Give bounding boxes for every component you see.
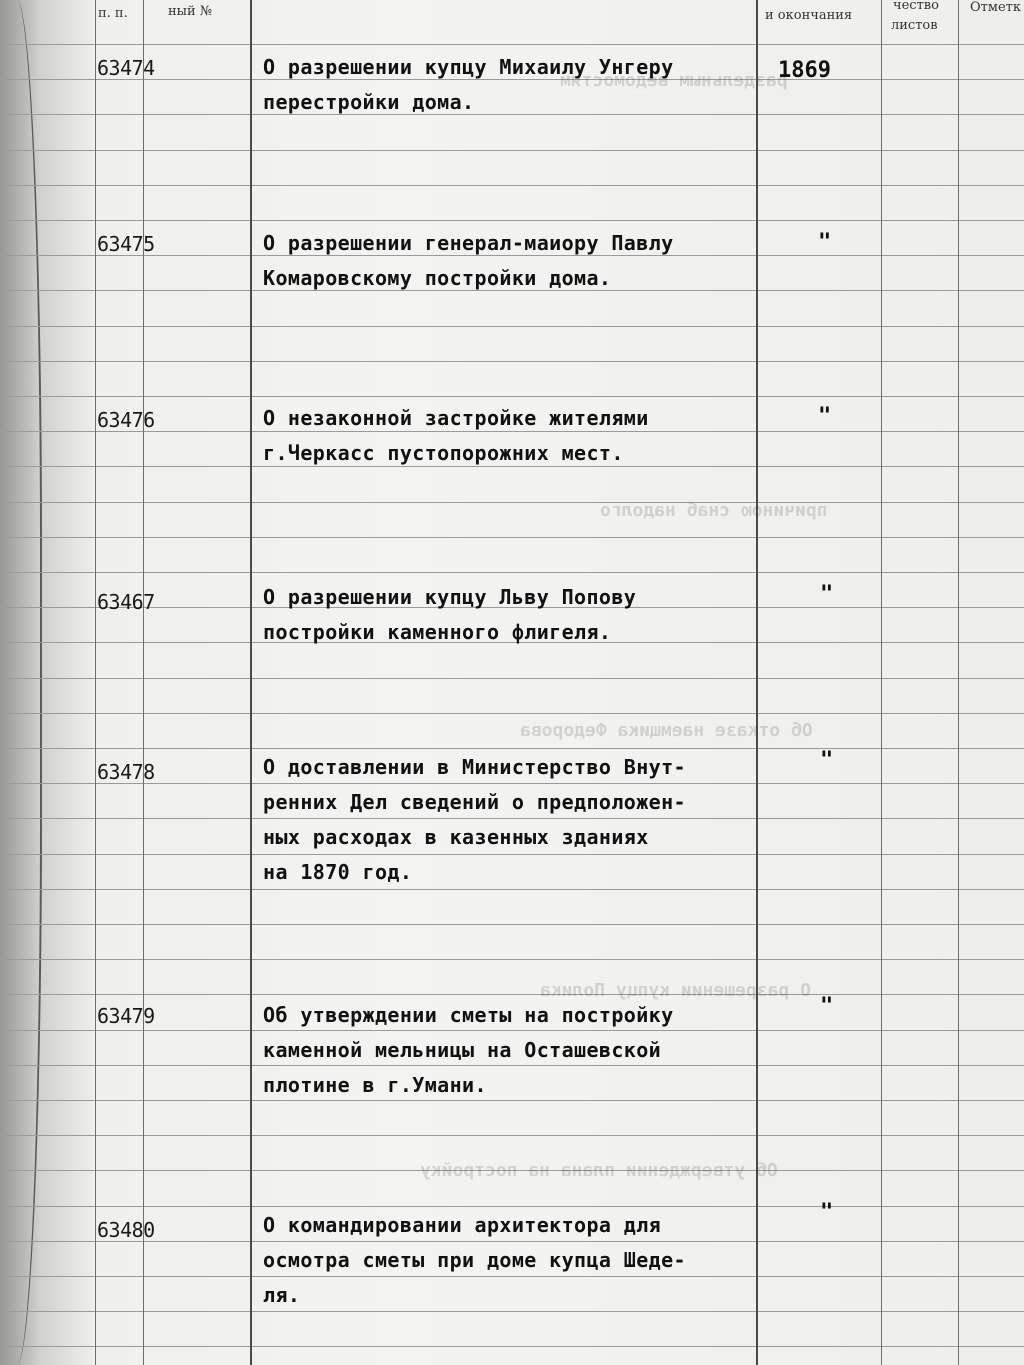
entry-date-ditto: " <box>820 748 834 773</box>
entry-title: О разрешении купцу Льву Попову постройки каменного флигеля. <box>263 585 637 644</box>
entry-title: О разрешении генерал-маиору Павлу Комаровскому постройки дома. <box>263 231 674 290</box>
entry-title: Об утверждении сметы на постройку каменной мельницы на Осташевской плотине в г.Умани. <box>263 1003 674 1097</box>
bleed-through-text: причиною снаб надолго <box>600 500 828 521</box>
ruled-line <box>0 44 1024 45</box>
ruled-line <box>0 326 1024 327</box>
ruled-line <box>0 959 1024 960</box>
entry-number: 63467 <box>97 590 155 614</box>
entry-date-ditto: " <box>818 404 832 429</box>
bleed-through-text: О разрешении купцу Полика <box>540 980 811 1001</box>
column-divider-title <box>250 0 252 1365</box>
entry-number: 63474 <box>97 56 155 80</box>
page-edge-curve <box>0 0 42 1365</box>
ruled-line <box>0 994 1024 995</box>
entry-title: О разрешении купцу Михаилу Унгеру перестройки дома. <box>263 55 674 114</box>
column-divider-inv <box>143 0 144 1365</box>
entry-number: 63476 <box>97 408 155 432</box>
column-divider-notes <box>958 0 959 1365</box>
entry-date-ditto: " <box>820 582 834 607</box>
entry-number: 63480 <box>97 1218 155 1242</box>
entry-number: 63478 <box>97 760 155 784</box>
ruled-line <box>0 537 1024 538</box>
ruled-line <box>0 150 1024 151</box>
bleed-through-text: Об утверждении плана на постройку <box>420 1160 778 1181</box>
header-sheets-line1: чество <box>893 0 939 13</box>
column-divider-num <box>95 0 96 1365</box>
ruled-line <box>0 748 1024 749</box>
ruled-line <box>0 924 1024 925</box>
entry-number: 63475 <box>97 232 155 256</box>
entry-title: О командировании архитектора для осмотра сметы при доме купца Шеде- ля. <box>263 1213 686 1307</box>
header-dates: и окончания <box>765 8 853 23</box>
ruled-line <box>0 502 1024 503</box>
entry-title: О незаконной застройке жителями г.Черкасс пустопорожних мест. <box>263 406 649 465</box>
header-notes: Отметк <box>970 0 1021 15</box>
ruled-line <box>0 396 1024 397</box>
bleed-through-text: Об отказе наемщика Федорова <box>520 720 813 741</box>
ruled-line <box>0 713 1024 714</box>
ruled-line <box>0 185 1024 186</box>
header-sheets-line2: листов <box>891 18 938 33</box>
ruled-line <box>0 572 1024 573</box>
entry-date-ditto: " <box>818 230 832 255</box>
entry-number: 63479 <box>97 1004 155 1028</box>
ruled-line <box>0 220 1024 221</box>
entry-date-ditto: " <box>820 1200 834 1225</box>
ruled-line <box>0 361 1024 362</box>
header-num: п. п. <box>98 6 128 21</box>
entry-date: 1869 <box>778 58 831 83</box>
entry-date-ditto: " <box>820 994 834 1019</box>
entry-title: О доставлении в Министерство Внут- ренних Дел сведений о предположен- ных расходах в казенных зданиях на 1870 год. <box>263 755 686 884</box>
ruled-line <box>0 1135 1024 1136</box>
ruled-line <box>0 678 1024 679</box>
column-divider-sheets <box>881 0 882 1365</box>
header-inv: ный № <box>168 4 213 19</box>
ruled-line <box>0 1346 1024 1347</box>
bleed-through-text: раздельным ведомостям <box>560 70 788 91</box>
ruled-line <box>0 1206 1024 1207</box>
